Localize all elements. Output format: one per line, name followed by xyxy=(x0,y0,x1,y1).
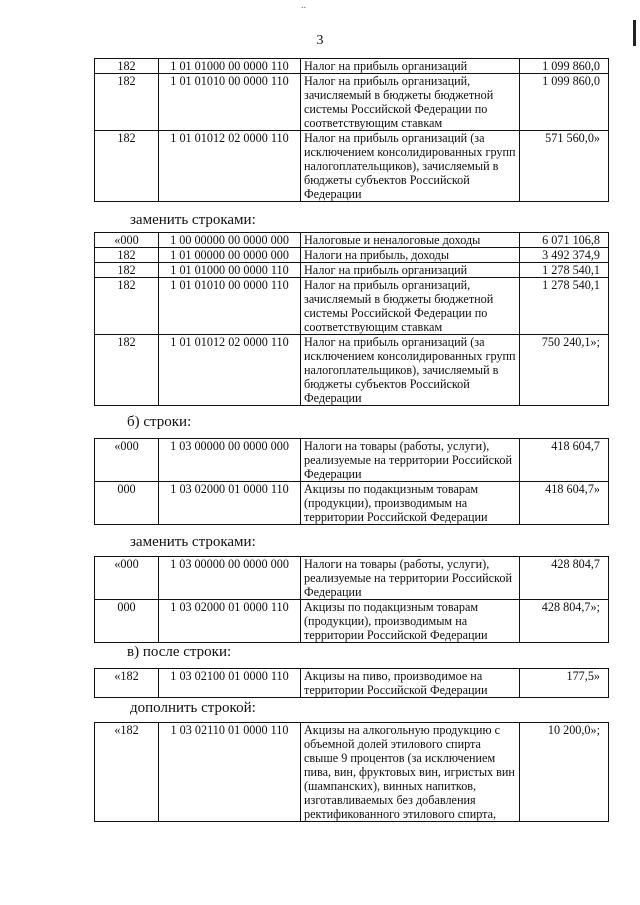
table-row xyxy=(95,263,609,278)
table-row xyxy=(95,482,609,525)
amount-cell: 1 099 860,0 xyxy=(520,59,609,74)
admin-code-cell: «000 xyxy=(95,439,159,482)
admin-code-cell: «000 xyxy=(95,557,159,600)
admin-code-cell: 182 xyxy=(95,278,159,335)
admin-code-cell: 182 xyxy=(95,335,159,406)
budget-table xyxy=(94,668,609,698)
instruction-text: в) после строки: xyxy=(127,644,232,660)
kbk-code-cell: 1 01 01000 00 0000 110 xyxy=(159,263,301,278)
item-name-cell: Налог на прибыль организаций, зачисляемый в бюджеты бюджетной системы Российской Федерации по соответствующим ставкам xyxy=(301,74,520,131)
amount-cell: 10 200,0»; xyxy=(520,723,609,822)
kbk-code-cell: 1 01 01010 00 0000 110 xyxy=(159,74,301,131)
table-row xyxy=(95,600,609,643)
kbk-code-cell: 1 01 01012 02 0000 110 xyxy=(159,131,301,202)
item-name-cell: Налог на прибыль организаций, зачисляемый в бюджеты бюджетной системы Российской Федерации по соответствующим ставкам xyxy=(301,278,520,335)
item-name-cell: Налоги на товары (работы, услуги), реализуемые на территории Российской Федерации xyxy=(301,439,520,482)
kbk-code-cell: 1 03 02000 01 0000 110 xyxy=(159,482,301,525)
kbk-code-cell: 1 01 01010 00 0000 110 xyxy=(159,278,301,335)
amount-cell: 418 604,7 xyxy=(520,439,609,482)
amount-cell: 428 804,7»; xyxy=(520,600,609,643)
admin-code-cell: «182 xyxy=(95,669,159,698)
admin-code-cell: 182 xyxy=(95,131,159,202)
kbk-code-cell: 1 01 01000 00 0000 110 xyxy=(159,59,301,74)
table-row xyxy=(95,335,609,406)
item-name-cell: Налоговые и неналоговые доходы xyxy=(301,233,520,248)
admin-code-cell: 182 xyxy=(95,263,159,278)
table-row xyxy=(95,74,609,131)
item-name-cell: Налоги на прибыль, доходы xyxy=(301,248,520,263)
amount-cell: 6 071 106,8 xyxy=(520,233,609,248)
instruction-text: заменить строками: xyxy=(130,212,256,228)
item-name-cell: Налог на прибыль организаций (за исключением консолидированных групп налогоплательщиков), зачисляемый в бюджеты субъектов Российской Федерации xyxy=(301,335,520,406)
table-row xyxy=(95,439,609,482)
budget-table xyxy=(94,58,609,202)
amount-cell: 428 804,7 xyxy=(520,557,609,600)
budget-table xyxy=(94,232,609,406)
amount-cell: 418 604,7» xyxy=(520,482,609,525)
top-mark: .. xyxy=(301,0,306,11)
table-row xyxy=(95,131,609,202)
kbk-code-cell: 1 03 02110 01 0000 110 xyxy=(159,723,301,822)
amount-cell: 1 278 540,1 xyxy=(520,278,609,335)
item-name-cell: Налог на прибыль организаций xyxy=(301,59,520,74)
item-name-cell: Налог на прибыль организаций xyxy=(301,263,520,278)
table-row xyxy=(95,557,609,600)
budget-table xyxy=(94,722,609,822)
admin-code-cell: 182 xyxy=(95,59,159,74)
kbk-code-cell: 1 01 00000 00 0000 000 xyxy=(159,248,301,263)
amount-cell: 177,5» xyxy=(520,669,609,698)
table-row xyxy=(95,723,609,822)
budget-table xyxy=(94,438,609,525)
item-name-cell: Акцизы по подакцизным товарам (продукции), производимым на территории Российской Федерации xyxy=(301,482,520,525)
kbk-code-cell: 1 03 02000 01 0000 110 xyxy=(159,600,301,643)
admin-code-cell: «000 xyxy=(95,233,159,248)
table-row xyxy=(95,248,609,263)
item-name-cell: Налоги на товары (работы, услуги), реализуемые на территории Российской Федерации xyxy=(301,557,520,600)
table-row xyxy=(95,278,609,335)
amount-cell: 1 278 540,1 xyxy=(520,263,609,278)
kbk-code-cell: 1 00 00000 00 0000 000 xyxy=(159,233,301,248)
admin-code-cell: «182 xyxy=(95,723,159,822)
page-number: 3 xyxy=(316,33,324,48)
table-row xyxy=(95,59,609,74)
amount-cell: 1 099 860,0 xyxy=(520,74,609,131)
admin-code-cell: 182 xyxy=(95,248,159,263)
kbk-code-cell: 1 03 00000 00 0000 000 xyxy=(159,557,301,600)
item-name-cell: Налог на прибыль организаций (за исключением консолидированных групп налогоплательщиков), зачисляемый в бюджеты субъектов Российской Федерации xyxy=(301,131,520,202)
table-row xyxy=(95,669,609,698)
item-name-cell: Акцизы по подакцизным товарам (продукции), производимым на территории Российской Федерации xyxy=(301,600,520,643)
instruction-text: заменить строками: xyxy=(130,534,256,550)
amount-cell: 3 492 374,9 xyxy=(520,248,609,263)
instruction-text: б) строки: xyxy=(127,414,192,430)
amount-cell: 750 240,1»; xyxy=(520,335,609,406)
instruction-text: дополнить строкой: xyxy=(130,700,256,716)
admin-code-cell: 000 xyxy=(95,600,159,643)
kbk-code-cell: 1 03 00000 00 0000 000 xyxy=(159,439,301,482)
kbk-code-cell: 1 03 02100 01 0000 110 xyxy=(159,669,301,698)
admin-code-cell: 182 xyxy=(95,74,159,131)
admin-code-cell: 000 xyxy=(95,482,159,525)
budget-table xyxy=(94,556,609,643)
amount-cell: 571 560,0» xyxy=(520,131,609,202)
item-name-cell: Акцизы на пиво, производимое на территории Российской Федерации xyxy=(301,669,520,698)
kbk-code-cell: 1 01 01012 02 0000 110 xyxy=(159,335,301,406)
table-row xyxy=(95,233,609,248)
item-name-cell: Акцизы на алкогольную продукцию с объемной долей этилового спирта свыше 9 процентов (за исключением пива, вин, фруктовых вин, игристых вин (шампанских), винных напитков, изготавливаемых без добавления ректификованного этилового спирта, xyxy=(301,723,520,822)
